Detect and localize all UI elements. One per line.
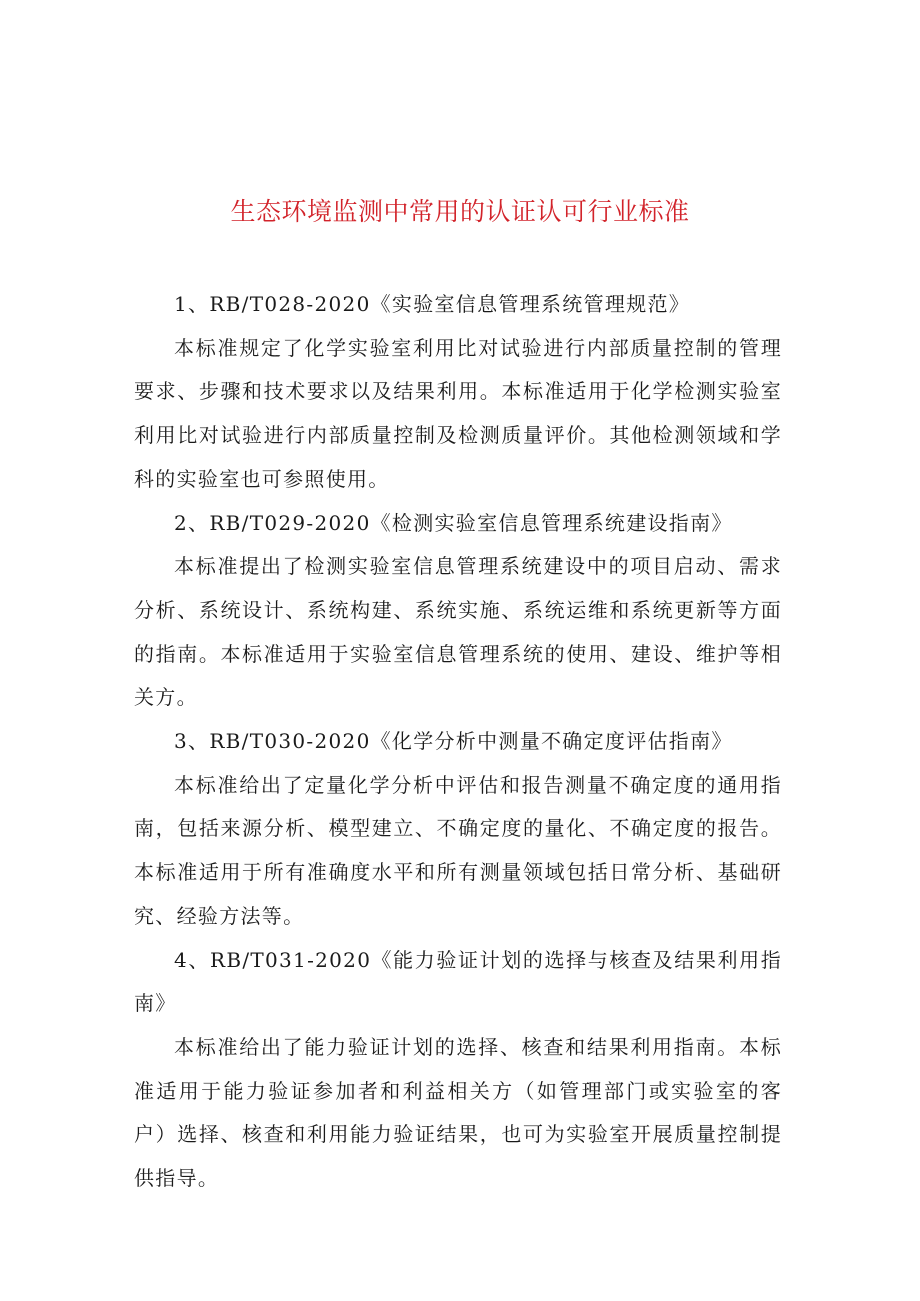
section-body-1: 本标准规定了化学实验室利用比对试验进行内部质量控制的管理要求、步骤和技术要求以及结果利用。本标准适用于化学检测实验室利用比对试验进行内部质量控制及检测质量评价。其他检测领域和学科的实验室也可参照使用。 <box>134 335 782 491</box>
section-heading-2: 2、RB/T029-2020《检测实验室信息管理系统建设指南》 <box>174 510 733 535</box>
section-body-2: 本标准提出了检测实验室信息管理系统建设中的项目启动、需求分析、系统设计、系统构建、系统实施、系统运维和系统更新等方面的指南。本标准适用于实验室信息管理系统的使用、建设、维护等相关方。 <box>134 554 782 710</box>
section-body-3: 本标准给出了定量化学分析中评估和报告测量不确定度的通用指南，包括来源分析、模型建立、不确定度的量化、不确定度的报告。本标准适用于所有准确度水平和所有测量领域包括日常分析、基础研究、经验方法等。 <box>134 772 782 928</box>
section-body-4: 本标准给出了能力验证计划的选择、核查和结果利用指南。本标准适用于能力验证参加者和利益相关方（如管理部门或实验室的客户）选择、核查和利用能力验证结果，也可为实验室开展质量控制提供指导。 <box>134 1034 782 1191</box>
document-body <box>134 283 782 1201</box>
document-title: 生态环境监测中常用的认证认可行业标准 <box>230 197 690 226</box>
section-heading-1: 1、RB/T028-2020《实验室信息管理系统管理规范》 <box>174 292 691 316</box>
section-heading-3: 3、RB/T030-2020《化学分析中测量不确定度评估指南》 <box>174 729 733 754</box>
section-heading-4: 4、RB/T031-2020《能力验证计划的选择与核查及结果利用指南》 <box>134 947 782 1016</box>
